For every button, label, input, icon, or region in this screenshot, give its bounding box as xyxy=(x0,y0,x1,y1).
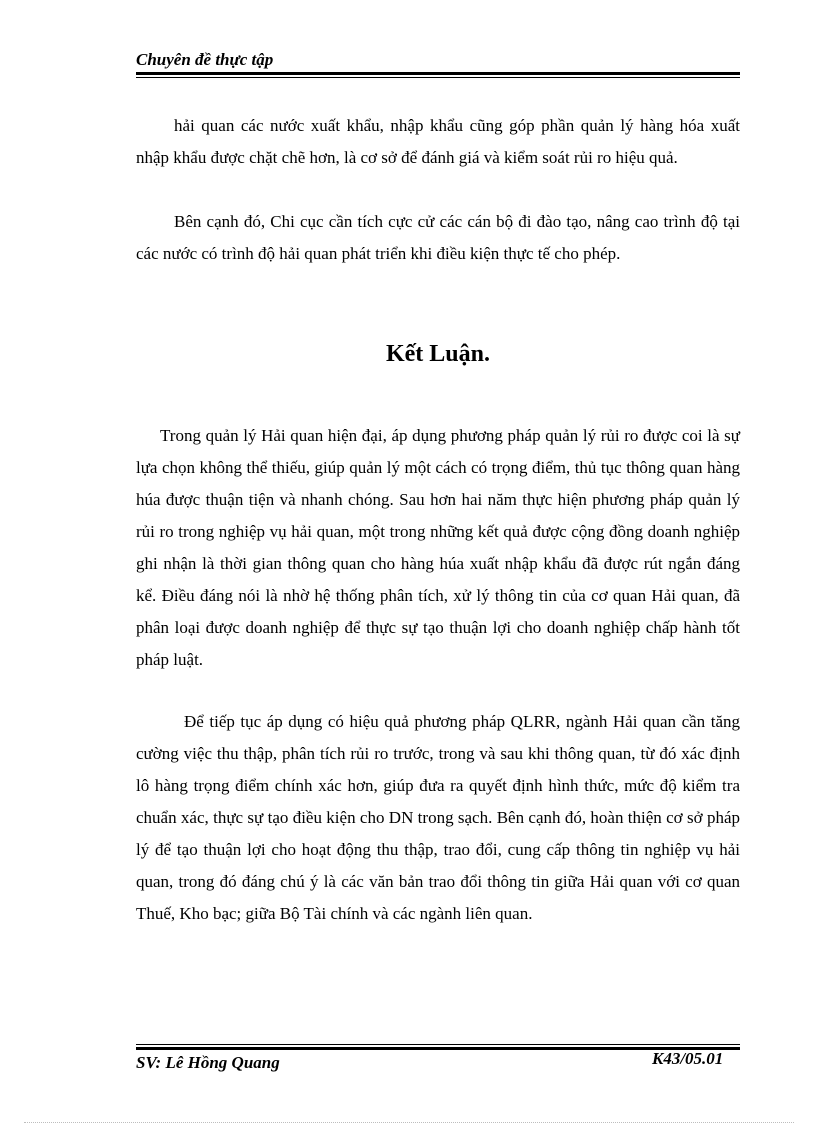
footer-student-name: SV: Lê Hồng Quang xyxy=(136,1053,280,1072)
conclusion-paragraph-1: Trong quản lý Hải quan hiện đại, áp dụng phương pháp quản lý rủi ro được coi là sự lựa chọn không thể thiếu, giúp quản lý một cách có trọng điểm, thủ tục thông quan hàng húa được thuận tiện và nhanh chóng. Sau hơn hai năm thực hiện phương pháp quản lý rủi ro trong nghiệp vụ hải quan, một trong những kết quả được cộng đồng doanh nghiệp ghi nhận là thời gian thông quan cho hàng húa xuất nhập khẩu đã được rút ngắn đáng kể. Điều đáng nói là nhờ hệ thống phân tích, xử lý thông tin của cơ quan Hải quan, đã phân loại được doanh nghiệp để thực sự tạo thuận lợi cho doanh nghiệp chấp hành tốt pháp luật. xyxy=(136,426,740,669)
header-rule-thin xyxy=(136,77,740,78)
footer-rule-thin xyxy=(136,1044,740,1045)
header-rule-thick xyxy=(136,72,740,75)
conclusion-title: Kết Luận. xyxy=(385,341,490,367)
footer-class-code: K43/05.01 xyxy=(652,1049,724,1068)
footer-rule-thick xyxy=(136,1047,740,1050)
body-paragraph-2: Bên cạnh đó, Chi cục cần tích cực cử các cán bộ đi đào tạo, nâng cao trình độ tại các nước có trình độ hải quan phát triển khi điều kiện thực tế cho phép. xyxy=(136,212,740,263)
body-paragraph-1: hải quan các nước xuất khẩu, nhập khẩu cũng góp phần quản lý hàng hóa xuất nhập khẩu được chặt chẽ hơn, là cơ sở để đánh giá và kiểm soát rủi ro hiệu quả. xyxy=(136,116,740,167)
conclusion-paragraph-2: Để tiếp tục áp dụng có hiệu quả phương pháp QLRR, ngành Hải quan cần tăng cường việc thu thập, phân tích rủi ro trước, trong và sau khi thông quan, từ đó xác định lô hàng trọng điểm chính xác hơn, giúp đưa ra quyết định hình thức, mức độ kiểm tra chuẩn xác, thực sự tạo điều kiện cho DN trong sạch. Bên cạnh đó, hoàn thiện cơ sở pháp lý để tạo thuận lợi cho hoạt động thu thập, trao đổi, cung cấp thông tin nghiệp vụ hải quan, trong đó đáng chú ý là các văn bản trao đổi thông tin giữa Hải quan với cơ quan Thuế, Kho bạc; giữa Bộ Tài chính và các ngành liên quan. xyxy=(136,712,740,923)
header-title: Chuyên đề thực tập xyxy=(136,50,274,69)
